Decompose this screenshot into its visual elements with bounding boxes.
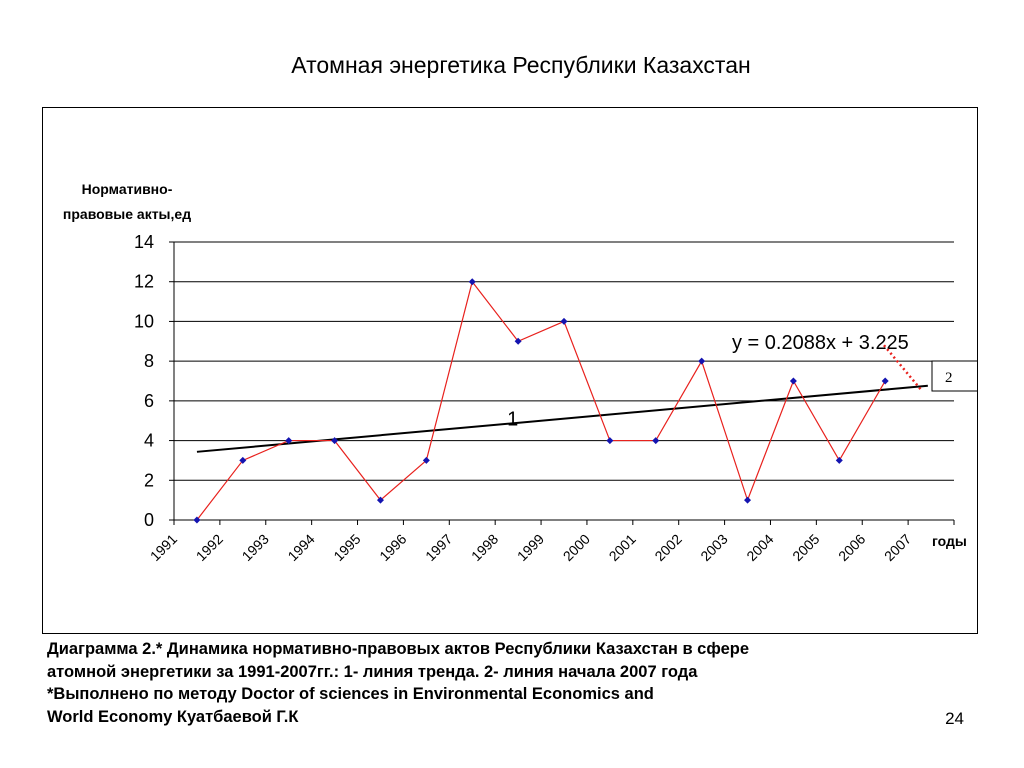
- data-point: [790, 378, 797, 385]
- x-tick-label: 2000: [559, 530, 594, 565]
- y-tick-label: 14: [133, 232, 154, 252]
- y-tick-label: 10: [133, 311, 154, 332]
- x-tick-label: 2007: [880, 530, 915, 565]
- x-tick-label: 2001: [605, 530, 639, 565]
- caption-line-1: Диаграмма 2.* Динамика нормативно-правовых актов Республики Казахстан в сфере: [47, 640, 750, 658]
- y-tick-label: 8: [143, 351, 154, 372]
- slide-title: Атомная энергетика Республики Казахстан: [291, 52, 751, 78]
- trendline-equation: y = 0.2088x + 3.225: [732, 332, 909, 355]
- trendline: [197, 386, 928, 452]
- x-tick-label: 1996: [376, 530, 410, 565]
- data-point: [698, 358, 705, 365]
- y-axis-label-line-1: Нормативно-: [81, 181, 173, 197]
- y-tick-label: 2: [143, 470, 154, 491]
- line-chart: [43, 108, 977, 633]
- x-tick-label: 1994: [284, 530, 318, 565]
- x-tick-label: 2005: [789, 530, 823, 565]
- x-tick-label: 1999: [513, 530, 548, 565]
- data-point: [561, 318, 568, 325]
- page-number: 24: [945, 709, 964, 728]
- y-tick-label: 6: [143, 390, 154, 411]
- x-tick-label: 1992: [192, 530, 227, 565]
- y-axis-label-line-2: правовые акты,ед: [62, 206, 192, 222]
- data-point: [836, 457, 843, 464]
- chart-caption: [47, 638, 947, 728]
- data-point: [652, 437, 659, 444]
- x-axis-label: годы: [932, 533, 967, 549]
- start-2007-label-box: [932, 361, 977, 391]
- x-tick-label: 1997: [422, 530, 456, 565]
- y-tick-label: 12: [133, 271, 154, 292]
- x-tick-label: 2004: [743, 530, 777, 565]
- data-point: [744, 497, 751, 504]
- x-tick-label: 2002: [651, 530, 685, 565]
- data-point: [606, 437, 613, 444]
- y-tick-label: 0: [143, 510, 154, 530]
- chart-frame: [42, 107, 978, 634]
- x-tick-label: 1995: [330, 530, 364, 565]
- caption-line-3: *Выполнено по методу Doctor of sciences in Environmental Economics and: [47, 685, 654, 703]
- caption-line-4: World Economy Куатбаевой Г.К: [47, 707, 299, 726]
- x-tick-label: 1991: [146, 530, 181, 565]
- x-tick-label: 2003: [697, 530, 731, 565]
- x-tick-label: 1993: [238, 530, 272, 565]
- y-tick-label: 4: [143, 430, 154, 451]
- start-2007-label: 2: [945, 370, 953, 386]
- trendline-label: 1: [507, 408, 519, 431]
- x-tick-label: 1998: [467, 530, 502, 565]
- data-point: [882, 378, 889, 385]
- x-tick-label: 2006: [835, 530, 869, 565]
- caption-line-2: атомной энергетики за 1991-2007гг.: 1- линия тренда. 2- линия начала 2007 года: [47, 662, 698, 681]
